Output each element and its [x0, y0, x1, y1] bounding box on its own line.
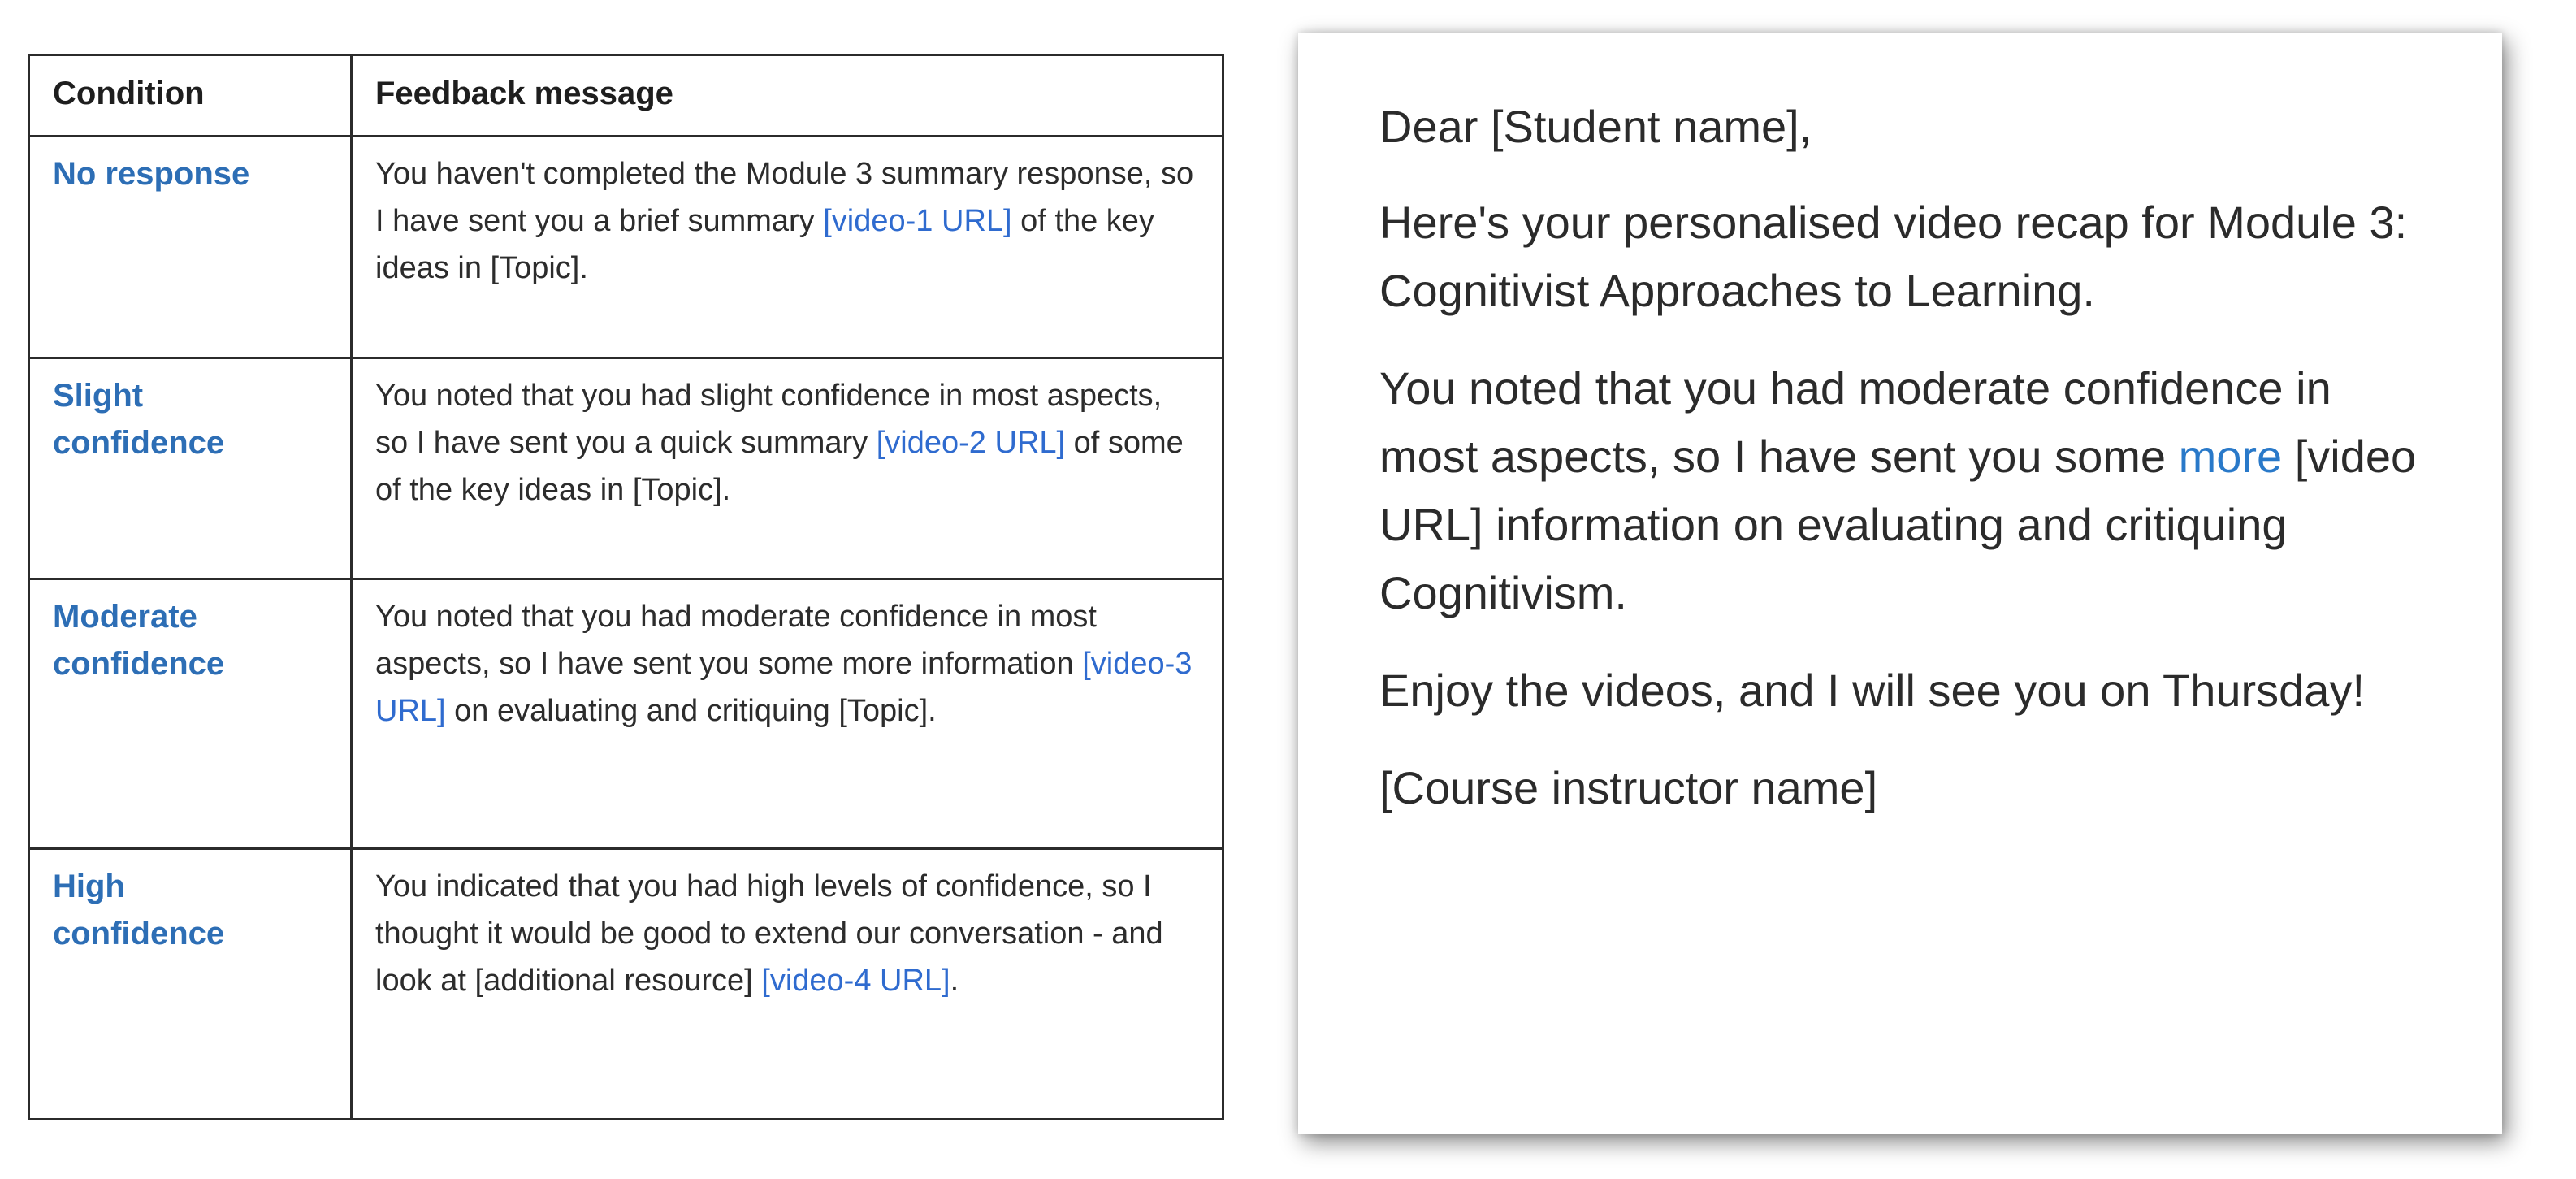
- email-example-card: [1298, 33, 2502, 1134]
- condition-cell: [29, 137, 352, 358]
- condition-label: High confidence: [53, 869, 225, 951]
- header-condition: Condition: [29, 55, 352, 137]
- message-text: of some of the key ideas in [Topic].: [375, 426, 1184, 507]
- table-header-row: [29, 55, 1223, 137]
- email-intro: Here's your personalised video recap for Module 3: Cognitivist Approaches to Learning.: [1379, 197, 2408, 316]
- message-text: You haven't completed the Module 3 summary response, so I have sent you a brief summary: [375, 157, 1194, 238]
- email-closing: Enjoy the videos, and I will see you on Thursday!: [1379, 665, 2365, 716]
- table-row: [29, 137, 1223, 358]
- email-body-text: [video URL] information on evaluating and critiquing Cognitivism.: [1379, 431, 2417, 618]
- video-link[interactable]: [video-2 URL]: [876, 426, 1066, 460]
- video-link[interactable]: [video-1 URL]: [823, 204, 1012, 238]
- table-row: [29, 579, 1223, 849]
- message-text: You noted that you had slight confidence in most aspects, so I have sent you a quick summary: [375, 379, 1162, 460]
- table-row: [29, 849, 1223, 1120]
- feedback-message-cell: [352, 137, 1223, 358]
- more-link[interactable]: more: [2178, 431, 2283, 482]
- email-body: [1379, 354, 2437, 627]
- feedback-message-cell: [352, 358, 1223, 579]
- condition-cell: [29, 358, 352, 579]
- message-text: You indicated that you had high levels of confidence, so I thought it would be good to extend our conversation - and look at [additional resource]: [375, 869, 1163, 998]
- email-body-text: You noted that you had moderate confidence in most aspects, so I have sent you some: [1379, 362, 2331, 482]
- condition-cell: [29, 579, 352, 849]
- email-greeting: Dear [Student name],: [1379, 101, 1812, 152]
- table-row: [29, 358, 1223, 579]
- email-signature: [Course instructor name]: [1379, 762, 1878, 813]
- video-link[interactable]: [video-3 URL]: [375, 647, 1193, 728]
- header-feedback-message: Feedback message: [352, 55, 1223, 137]
- condition-cell: [29, 849, 352, 1120]
- feedback-message-cell: [352, 579, 1223, 849]
- message-text: .: [950, 964, 959, 998]
- feedback-message-cell: [352, 849, 1223, 1120]
- message-text: of the key ideas in [Topic].: [375, 204, 1154, 285]
- condition-label: Moderate confidence: [53, 599, 225, 682]
- message-text: on evaluating and critiquing [Topic].: [445, 694, 937, 728]
- feedback-conditions-table: [28, 54, 1224, 1120]
- condition-label: Slight confidence: [53, 378, 225, 461]
- condition-label: No response: [53, 156, 250, 192]
- message-text: You noted that you had moderate confidence in most aspects, so I have sent you some more information: [375, 600, 1097, 681]
- video-link[interactable]: [video-4 URL]: [761, 964, 950, 998]
